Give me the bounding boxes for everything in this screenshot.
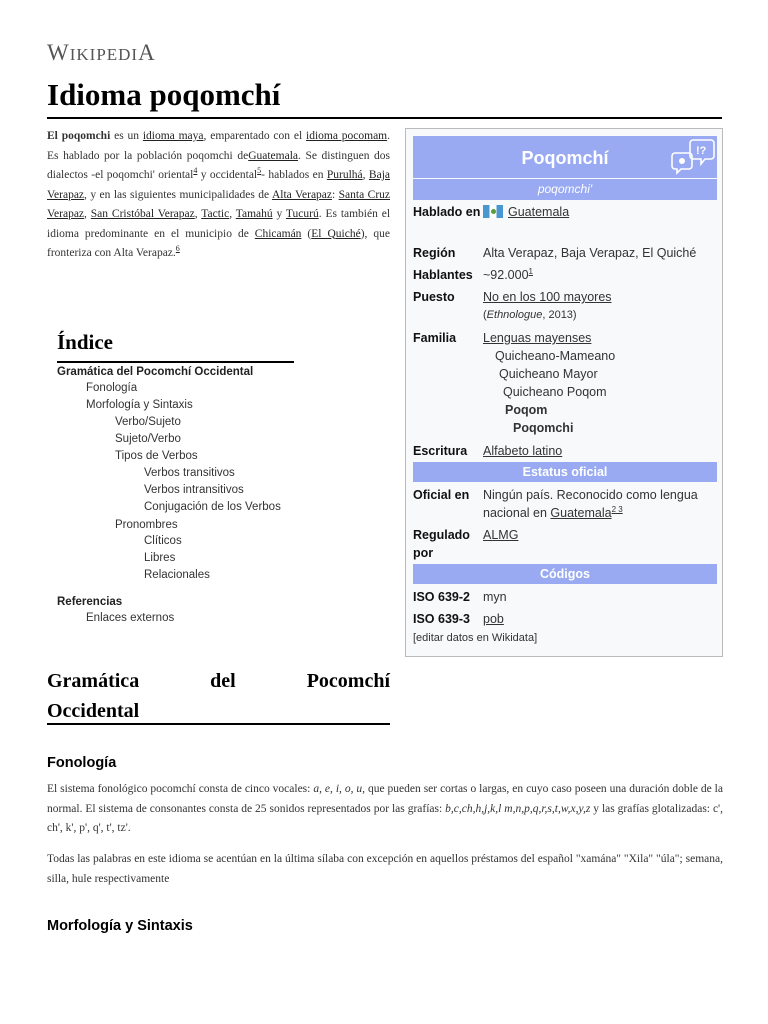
familia-label: Familia <box>413 331 457 345</box>
puesto-value: No en los 100 mayores (Ethnologue, 2013) <box>483 290 612 321</box>
page-title: Idioma poqomchí <box>47 77 281 112</box>
infobox-title: Poqomchí <box>521 148 609 168</box>
edit-wikidata-link[interactable]: [editar datos en Wikidata] <box>413 632 538 644</box>
link-puesto[interactable]: No en los 100 mayores <box>483 290 612 304</box>
escritura-value <box>483 442 562 460</box>
oficial-value: Ningún país. Reconocido como lengua nacional en Guatemala$^{2 3}$ <box>483 488 698 520</box>
familia-node: Poqomchi <box>513 421 574 435</box>
iso3-label[interactable]: ISO 639-3 <box>413 612 470 626</box>
toc-item[interactable]: Morfología y Sintaxis <box>86 399 193 411</box>
ref-2-3[interactable]: 2 3 <box>611 504 623 514</box>
iso2-label[interactable]: ISO 639-2 <box>413 590 470 604</box>
iso3-value <box>483 610 504 628</box>
speech-bubbles-icon <box>671 138 715 176</box>
toc-title: Índice <box>57 330 114 354</box>
toc-divider <box>57 361 294 363</box>
link-chicaman[interactable]: Chicamán <box>254 227 302 240</box>
regulado-label: Regulado por <box>413 528 470 560</box>
escritura-label: Escritura <box>413 444 468 458</box>
hablado-value <box>483 203 583 221</box>
link-idioma-pocomam[interactable]: idioma pocomam <box>306 130 388 142</box>
link-alta-verapaz[interactable]: Alta Verapaz <box>271 188 333 201</box>
accent-paragraph: Todas las palabras en este idioma se acentúan en la última sílaba con excepción en aquellos préstamos del español "xamána" "Xila" "úla"; semana, silla, hule respectivamente <box>47 853 723 885</box>
familia-node: Quicheano Poqom <box>503 385 607 399</box>
region-value[interactable]: Alta Verapaz, Baja Verapaz, El Quiché <box>483 246 697 260</box>
link-guatemala[interactable]: Guatemala <box>248 149 299 162</box>
toc-item[interactable]: Verbo/Sujeto <box>115 416 181 428</box>
link-idioma-maya[interactable]: idioma maya <box>142 130 204 142</box>
language-infobox <box>405 128 723 657</box>
toc-item[interactable]: Conjugación de los Verbos <box>144 501 281 513</box>
region-label: Región <box>413 246 456 260</box>
fonologia-paragraph: El sistema fonológico pocomchí consta de cinco vocales: a, e, i, o, u, que pueden ser cortas o largas, en cuyo caso poseen una duración doble de la normal. El sistema de consonantes consta de 25 sonidos representados por las grafías: b,c,ch,h,j,k,l m,n,p,q,r,s,t,w,x,y,z y las grafías glotalizadas: c', ch', k', p', q', t', tz'. <box>47 783 723 834</box>
link-oficial-guatemala[interactable]: Guatemala <box>550 506 612 520</box>
hablantes-value: ~92.000$^1$ <box>483 266 533 282</box>
toc-item[interactable]: Gramática del Pocomchí Occidental <box>57 366 254 378</box>
ref-4[interactable]: 4 <box>193 166 198 176</box>
toc-item[interactable]: Sujeto/Verbo <box>115 433 181 445</box>
intro-paragraph: El poqomchi es un idioma maya, emparentado con el idioma pocomam. Es hablado por la población poqomchi deGuatemala. Se distinguen dos dialectos -el poqomchi' oriental$^4$ y occidental$^5$- hablados en Purulhá, Baja Verapaz, y en las siguientes municipalidades de Alta Verapaz: Santa Cruz Verapaz, San Cristóbal Verapaz, Tactic, Tamahú y Tucurú. Es también el idioma predominante en el municipio de Chicamán (El Quiché), que fronteriza con Alta Verapaz.$^6$ <box>47 130 391 259</box>
familia-tree <box>483 329 723 437</box>
link-alfabeto-latino[interactable]: Alfabeto latino <box>483 444 563 458</box>
link-iso3-pob[interactable]: pob <box>483 612 504 626</box>
link-tucuru[interactable]: Tucurú <box>285 208 319 220</box>
link-santa-cruz-verapaz[interactable]: Santa Cruz Verapaz <box>47 188 390 220</box>
ref-5[interactable]: 5 <box>257 166 262 176</box>
infobox-native-name: poqomchi' <box>413 179 717 200</box>
link-tamahu[interactable]: Tamahú <box>235 208 273 220</box>
svg-text:!?: !? <box>696 145 707 157</box>
familia-node: Quicheano Mayor <box>499 367 598 381</box>
toc-item[interactable]: Enlaces externos <box>86 612 175 624</box>
toc-item[interactable]: Clíticos <box>144 535 182 547</box>
toc-item[interactable]: Libres <box>144 552 176 564</box>
toc-item[interactable]: Verbos transitivos <box>144 467 235 479</box>
hablantes-label: Hablantes <box>413 268 473 282</box>
ethnologue-source[interactable]: Ethnologue <box>486 309 543 321</box>
intro-term: El poqomchi <box>47 130 111 142</box>
toc-item[interactable]: Tipos de Verbos <box>115 450 198 462</box>
subsection-heading-morfologia: Morfología y Sintaxis <box>47 918 193 934</box>
link-purulha[interactable]: Purulhá <box>326 169 363 181</box>
ref-6[interactable]: 6 <box>175 244 180 254</box>
familia-node[interactable]: Lenguas mayenses <box>483 331 592 345</box>
wordmark-smallcaps: IKIPEDI <box>69 45 139 64</box>
ref-1[interactable]: 1 <box>528 266 533 276</box>
regulado-value <box>483 526 518 544</box>
section-divider <box>47 723 390 725</box>
wikipedia-wordmark[interactable] <box>47 40 156 66</box>
link-almg[interactable]: ALMG <box>483 528 519 542</box>
title-divider <box>47 117 722 119</box>
iso2-value: myn <box>483 590 507 604</box>
toc-item[interactable]: Pronombres <box>115 519 178 531</box>
subsection-heading-fonologia: Fonología <box>47 755 117 771</box>
toc-item[interactable]: Referencias <box>57 596 123 608</box>
toc-item[interactable]: Relacionales <box>144 569 210 581</box>
oficial-label: Oficial en <box>413 488 470 502</box>
toc-item[interactable]: Fonología <box>86 382 138 394</box>
estatus-band: Estatus oficial <box>413 462 717 482</box>
wordmark-final: A <box>138 40 156 65</box>
link-infobox-guatemala[interactable]: Guatemala <box>508 205 570 219</box>
puesto-label: Puesto <box>413 290 455 304</box>
link-el-quiche[interactable]: El Quiché <box>311 227 361 240</box>
familia-node: Quicheano-Mameano <box>495 349 616 363</box>
wordmark-initial: W <box>47 40 70 65</box>
codigos-band: Códigos <box>413 564 717 584</box>
section-heading-gramatica: Gramática del Pocomchí Occidental <box>47 670 390 722</box>
toc-item[interactable]: Verbos intransitivos <box>144 484 244 496</box>
link-baja-verapaz[interactable]: Baja Verapaz <box>47 169 390 201</box>
familia-node: Poqom <box>505 403 548 417</box>
link-san-cristobal-verapaz[interactable]: San Cristóbal Verapaz <box>90 208 195 220</box>
infobox-header <box>413 136 717 178</box>
hablado-label: Hablado en <box>413 205 481 219</box>
guatemala-flag-icon <box>483 205 503 218</box>
table-of-contents <box>57 330 297 624</box>
link-tactic[interactable]: Tactic <box>201 208 230 220</box>
